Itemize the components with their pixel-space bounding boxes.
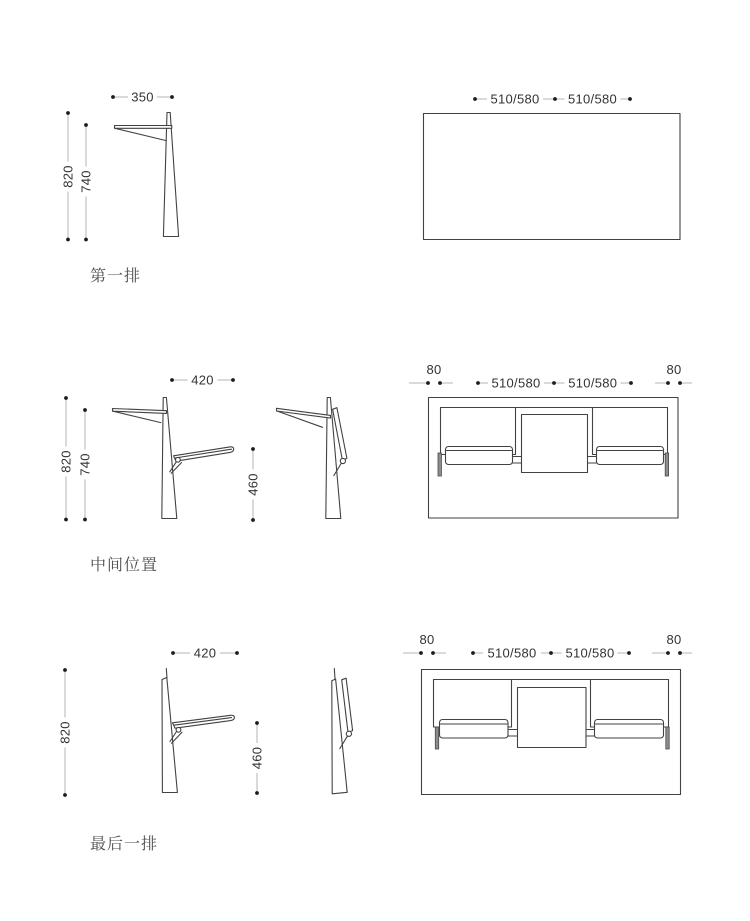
folded-seat-outline xyxy=(342,678,353,732)
folded-tip-line xyxy=(334,669,335,680)
dim-text-80-right: 80 xyxy=(666,362,682,377)
folded-pivot-hinge xyxy=(346,731,351,736)
row3-dim-460 xyxy=(250,721,265,795)
row3-last-row-section xyxy=(58,632,693,853)
dim-text-80-right: 80 xyxy=(666,632,682,647)
row1-desk-side-view-drawing xyxy=(115,113,179,237)
backrest-tip-line xyxy=(166,669,167,679)
dim-text-820: 820 xyxy=(58,450,74,473)
dim-text-510-580-b: 510/580 xyxy=(568,375,618,391)
right-seat-cushion xyxy=(597,447,664,465)
row1-dim-350 xyxy=(111,90,174,105)
right-end-leg xyxy=(666,727,669,749)
dim-text-420: 420 xyxy=(191,372,214,388)
right-seat-connector xyxy=(588,457,597,464)
left-end-leg xyxy=(438,453,441,476)
desk-underside-line xyxy=(115,128,166,140)
right-end-leg xyxy=(665,453,668,476)
dim-text-350: 350 xyxy=(131,89,154,105)
dim-text-820: 820 xyxy=(60,165,76,188)
row3-label: 最后一排 xyxy=(90,836,159,853)
dim-text-510-580-a: 510/580 xyxy=(487,645,537,661)
dim-text-510-580-b: 510/580 xyxy=(567,91,618,107)
row1-dim-widths xyxy=(473,92,632,107)
left-seat-cushion xyxy=(440,720,509,739)
row3-front-view-drawing xyxy=(422,670,681,795)
right-seat-connector xyxy=(586,730,595,737)
row2-middle-position-section xyxy=(59,362,693,574)
row1-dim-740 xyxy=(79,123,94,241)
dim-text-420: 420 xyxy=(193,645,217,661)
row3-chair-side-view-folded xyxy=(332,669,353,794)
row2-chair-side-view-folded xyxy=(277,398,347,519)
desk-top-slab-outline xyxy=(115,126,172,129)
left-end-leg xyxy=(435,727,438,749)
row2-dim-420 xyxy=(170,373,235,388)
left-seat-cushion xyxy=(446,447,513,465)
dim-text-740: 740 xyxy=(78,170,94,193)
row2-chair-side-view-open xyxy=(113,398,234,519)
dim-text-740: 740 xyxy=(77,453,93,476)
row2-label: 中间位置 xyxy=(90,557,159,574)
row2-front-view-drawing xyxy=(429,398,679,519)
row2-dim-460 xyxy=(246,447,261,522)
row1-desk-top-view-drawing xyxy=(424,114,681,240)
desk-top-view-outline xyxy=(424,114,681,240)
chair-post-outline xyxy=(162,678,177,793)
dim-text-510-580-b: 510/580 xyxy=(565,645,615,661)
row1-dim-820 xyxy=(61,111,76,241)
desk-post-outline xyxy=(163,113,178,237)
row2-dim-top xyxy=(409,362,692,391)
folded-pivot-hinge xyxy=(340,458,345,463)
row2-dim-740 xyxy=(78,408,93,521)
center-table-outline xyxy=(522,415,588,473)
dim-text-820: 820 xyxy=(57,721,73,744)
dim-text-460: 460 xyxy=(249,746,265,770)
left-seat-connector xyxy=(513,457,522,464)
right-seat-cushion xyxy=(595,720,664,739)
row2-dim-820 xyxy=(59,396,74,521)
row3-dim-top xyxy=(403,632,692,661)
left-seat-connector xyxy=(508,730,518,737)
dim-text-510-580-a: 510/580 xyxy=(491,375,541,391)
row3-dim-420 xyxy=(171,646,239,661)
dim-text-80-left: 80 xyxy=(419,632,435,647)
row3-chair-side-view-open xyxy=(162,669,234,793)
row1-label: 第一排 xyxy=(90,268,142,285)
dim-text-460: 460 xyxy=(245,473,261,496)
row3-dim-820 xyxy=(58,668,73,797)
dim-text-80-left: 80 xyxy=(426,362,442,377)
dim-text-510-580-a: 510/580 xyxy=(490,91,540,107)
center-table-outline xyxy=(518,688,587,748)
row1-first-row-section xyxy=(61,90,681,286)
